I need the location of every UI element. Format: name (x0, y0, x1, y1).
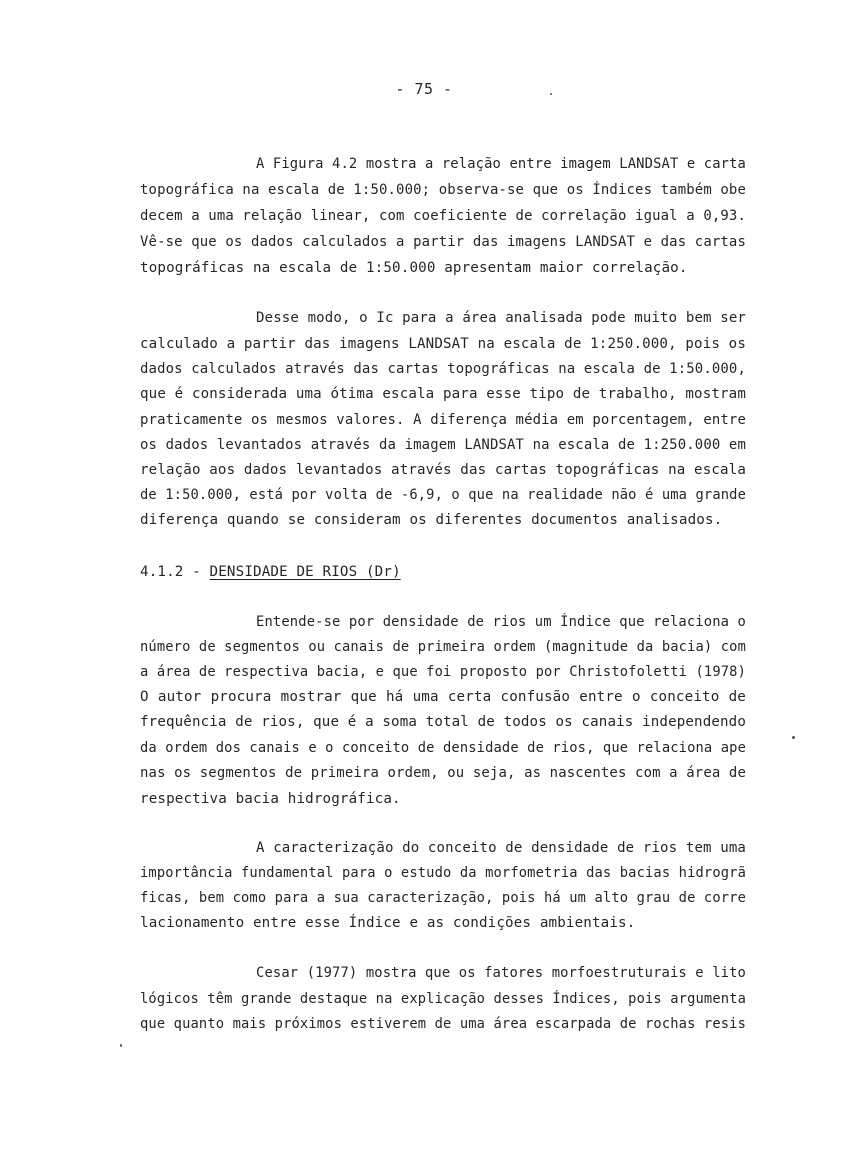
paragraph-2-line-7: relação aos dados levantados através das cartas topográficas na escala (140, 462, 746, 478)
scan-speck (792, 736, 795, 739)
paragraph-3-line-3: a área de respectiva bacia, e que foi proposto por Christofoletti (1978) (140, 664, 747, 680)
paragraph-5-line-3: que quanto mais próximos estiverem de uma área escarpada de rochas resis (140, 1016, 747, 1032)
paragraph-3-line-7: nas os segmentos de primeira ordem, ou seja, as nascentes com a área de (140, 765, 747, 781)
section-number: 4.1.2 - (140, 564, 201, 580)
paragraph-2-line-9: diferença quando se consideram os diferentes documentos analisados. (140, 512, 723, 528)
paragraph-2-line-4: que é considerada uma ótima escala para esse tipo de trabalho, mostram (140, 386, 746, 402)
paragraph-3-line-5: frequência de rios, que é a soma total de todos os canais independendo (140, 714, 746, 730)
scan-speck (550, 93, 552, 95)
paragraph-4-line-1: A caracterização do conceito de densidade de rios tem uma (256, 840, 747, 856)
paragraph-3-line-1: Entende-se por densidade de rios um Índice que relaciona o (256, 614, 747, 630)
paragraph-3-line-4: O autor procura mostrar que há uma certa confusão entre o conceito de (140, 689, 746, 705)
paragraph-4-line-3: ficas, bem como para a sua caracterização, pois há um alto grau de corre (140, 890, 747, 906)
section-title: DENSIDADE DE RIOS (Dr) (209, 564, 401, 580)
paragraph-4-line-2: importância fundamental para o estudo da morfometria das bacias hidrogrã (140, 865, 747, 881)
paragraph-1-line-2: topográfica na escala de 1:50.000; observa-se que os Índices também obe (140, 182, 747, 198)
section-heading (140, 562, 401, 582)
paragraph-1-line-3: decem a uma relação linear, com coeficiente de correlação igual a 0,93. (140, 208, 747, 224)
paragraph-3-line-2: número de segmentos ou canais de primeira ordem (magnitude da bacia) com (140, 639, 747, 655)
paragraph-2-line-5: praticamente os mesmos valores. A diferença média em porcentagem, entre (140, 412, 747, 428)
paragraph-1-line-4: Vê-se que os dados calculados a partir das imagens LANDSAT e das cartas (140, 234, 747, 250)
paragraph-5-line-2: lógicos têm grande destaque na explicação desses Índices, pois argumenta (140, 991, 747, 1007)
page-number: - 75 - (395, 80, 453, 98)
paragraph-2-line-6: os dados levantados através da imagem LANDSAT na escala de 1:250.000 em (140, 437, 747, 453)
paragraph-3-line-6: da ordem dos canais e o conceito de densidade de rios, que relaciona ape (140, 740, 747, 756)
paragraph-4-line-4: lacionamento entre esse Índice e as condições ambientais. (140, 915, 636, 931)
paragraph-2-line-8: de 1:50.000, está por volta de -6,9, o que na realidade não é uma grande (140, 487, 747, 503)
paragraph-1-line-1: A Figura 4.2 mostra a relação entre imagem LANDSAT e carta (256, 156, 747, 172)
paragraph-2-line-3: dados calculados através das cartas topográficas na escala de 1:50.000, (140, 361, 747, 377)
paragraph-2-line-1: Desse modo, o Ic para a área analisada pode muito bem ser (256, 310, 747, 326)
scan-speck (120, 1044, 122, 1047)
paragraph-1-line-5: topográficas na escala de 1:50.000 apresentam maior correlação. (140, 260, 688, 276)
paragraph-2-line-2: calculado a partir das imagens LANDSAT na escala de 1:250.000, pois os (140, 336, 746, 352)
paragraph-5-line-1: Cesar (1977) mostra que os fatores morfoestruturais e lito (256, 965, 747, 981)
paragraph-3-line-8: respectiva bacia hidrográfica. (140, 791, 401, 807)
